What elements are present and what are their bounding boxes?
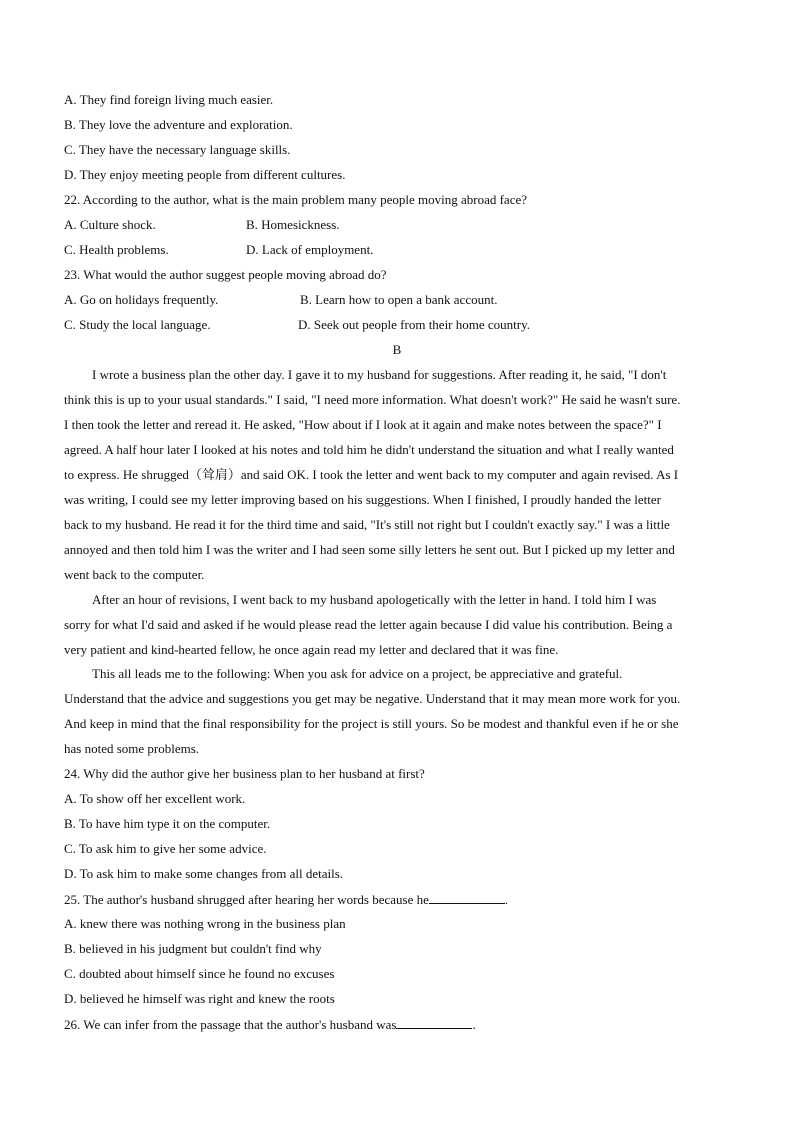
passage-line: has noted some problems. xyxy=(64,741,200,756)
q23-option-a: A. Go on holidays frequently. xyxy=(64,292,219,307)
passage-line: sorry for what I'd said and asked if he would please read the letter again because I did value his contribution. Being a xyxy=(64,617,673,632)
passage-line: went back to the computer. xyxy=(64,567,205,582)
passage-line: I wrote a business plan the other day. I gave it to my husband for suggestions. After reading it, he said, "I don't xyxy=(92,367,667,382)
q23-option-d: D. Seek out people from their home country. xyxy=(298,317,531,332)
q22-stem: 22. According to the author, what is the main problem many people moving abroad face? xyxy=(64,192,528,207)
q25-option-c: C. doubted about himself since he found no excuses xyxy=(64,966,335,981)
passage-line: Understand that the advice and suggestions you get may be negative. Understand that it may mean more work for you. xyxy=(64,691,681,706)
q25-option-a: A. knew there was nothing wrong in the business plan xyxy=(64,916,346,931)
q25-line xyxy=(64,891,732,908)
q24-option-b: B. To have him type it on the computer. xyxy=(64,816,271,831)
q26-stem-end: . xyxy=(472,1017,476,1032)
q24-option-c: C. To ask him to give her some advice. xyxy=(64,841,267,856)
section-label: B xyxy=(392,342,402,357)
q22-option-c: C. Health problems. xyxy=(64,242,169,257)
q26-stem: 26. We can infer from the passage that the author's husband was xyxy=(64,1017,397,1032)
passage-line: annoyed and then told him I was the writer and I had seen some silly letters he sent out. But I picked up my letter and xyxy=(64,542,675,557)
q25-option-d: D. believed he himself was right and knew the roots xyxy=(64,991,335,1006)
q25-option-b: B. believed in his judgment but couldn't find why xyxy=(64,941,322,956)
passage-line: After an hour of revisions, I went back to my husband apologetically with the letter in hand. I told him I was xyxy=(92,592,657,607)
q22-option-a: A. Culture shock. xyxy=(64,217,156,232)
q24-option-d: D. To ask him to make some changes from all details. xyxy=(64,866,344,881)
q26-line xyxy=(64,1016,732,1033)
passage-line: I then took the letter and reread it. He asked, "How about if I look at it again and make notes between the space?" I xyxy=(64,417,662,432)
passage-line: back to my husband. He read it for the third time and said, "It's still not right but I couldn't exactly say." I was a little xyxy=(64,517,670,532)
q21-option-d: D. They enjoy meeting people from different cultures. xyxy=(64,167,346,182)
q23-option-b: B. Learn how to open a bank account. xyxy=(300,292,498,307)
q21-option-b: B. They love the adventure and exploration. xyxy=(64,117,293,132)
passage-line: And keep in mind that the final responsibility for the project is still yours. So be modest and thankful even if he or she xyxy=(64,716,679,731)
passage-line: was writing, I could see my letter improving based on his suggestions. When I finished, I proudly handed the letter xyxy=(64,492,661,507)
q24-stem: 24. Why did the author give her business plan to her husband at first? xyxy=(64,766,425,781)
q24-option-a: A. To show off her excellent work. xyxy=(64,791,246,806)
passage-line: think this is up to your usual standards." I said, "I need more information. What doesn't work?" He said he wasn't sure. xyxy=(64,392,681,407)
q25-answer-blank xyxy=(429,891,505,904)
q22-option-d: D. Lack of employment. xyxy=(246,242,374,257)
q25-stem: 25. The author's husband shrugged after hearing her words because he xyxy=(64,892,429,907)
passage-line: This all leads me to the following: When you ask for advice on a project, be appreciative and grateful. xyxy=(92,666,623,681)
passage-line: agreed. A half hour later I looked at his notes and told him he didn't understand the situation and what I really wanted xyxy=(64,442,674,457)
passage-line: to express. He shrugged（耸肩）and said OK. I took the letter and went back to my computer and again revised. As I xyxy=(64,467,679,482)
q21-option-a: A. They find foreign living much easier. xyxy=(64,92,274,107)
passage-line: very patient and kind-hearted fellow, he once again read my letter and declared that it was fine. xyxy=(64,642,559,657)
q23-stem: 23. What would the author suggest people moving abroad do? xyxy=(64,267,387,282)
q23-option-c: C. Study the local language. xyxy=(64,317,211,332)
q22-option-b: B. Homesickness. xyxy=(246,217,340,232)
q21-option-c: C. They have the necessary language skills. xyxy=(64,142,291,157)
q25-stem-end: . xyxy=(504,892,509,907)
q26-answer-blank xyxy=(396,1016,472,1029)
